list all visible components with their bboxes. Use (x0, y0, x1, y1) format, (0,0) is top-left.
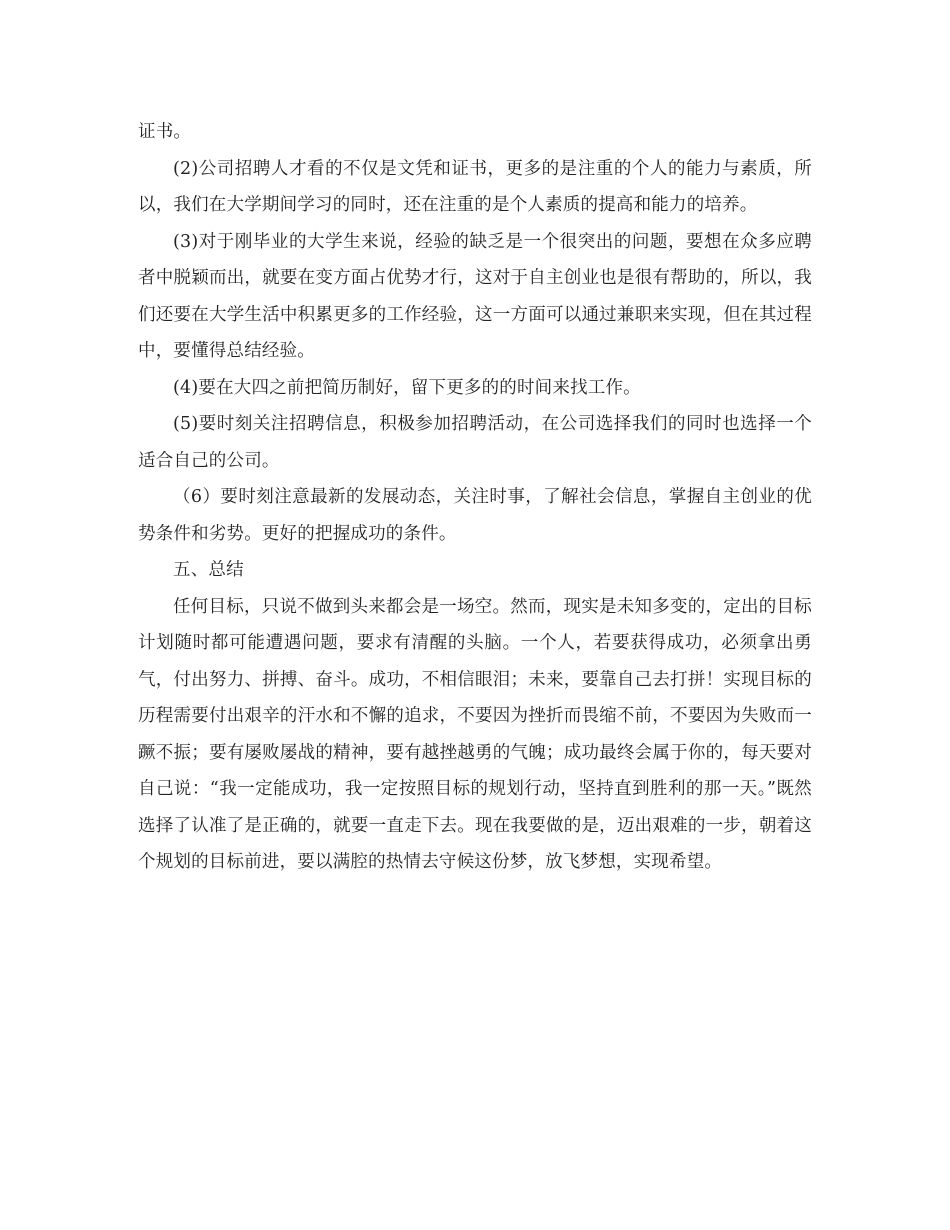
paragraph-summary: 任何目标，只说不做到头来都会是一场空。然而，现实是未知多变的，定出的目标计划随时都可能遭遇问题，要求有清醒的头脑。一个人，若要获得成功，必须拿出勇气，付出努力、拼搏、奋斗。成功，不相信眼泪；未来，要靠自己去打拼！实现目标的历程需要付出艰辛的汗水和不懈的追求，不要因为挫折而畏缩不前，不要因为失败而一蹶不振；要有屡败屡战的精神，要有越挫越勇的气魄；成功最终会属于你的，每天要对自己说：“我一定能成功，我一定按照目标的规划行动，坚持直到胜利的那一天。”既然选择了认准了是正确的，就要一直走下去。现在我要做的是，迈出艰难的一步，朝着这个规划的目标前进，要以满腔的热情去守候这份梦，放飞梦想，实现希望。 (138, 596, 812, 872)
section-heading-summary: 五、总结 (173, 560, 244, 580)
paragraph-item-4: (4)要在大四之前把简历制好，留下更多的的时间来找工作。 (173, 377, 641, 398)
document-body (138, 114, 812, 881)
paragraph-item-3: (3)对于刚毕业的大学生来说，经验的缺乏是一个很突出的问题，要想在众多应聘者中脱颖而出，就要在变方面占优势才行，这对于自主创业也是很有帮助的，所以，我们还要在大学生活中积累更多的工作经验，这一方面可以通过兼职来实现，但在其过程中，要懂得总结经验。 (138, 231, 812, 361)
paragraph-item-6: （6）要时刻注意最新的发展动态，关注时事，了解社会信息，掌握自主创业的优势条件和劣势。更好的把握成功的条件。 (138, 487, 812, 544)
paragraph-item-5: (5)要时刻关注招聘信息，积极参加招聘活动，在公司选择我们的同时也选择一个适合自己的公司。 (138, 414, 812, 471)
paragraph-item-2: (2)公司招聘人才看的不仅是文凭和证书，更多的是注重的个人的能力与素质，所以，我们在大学期间学习的同时，还在注重的是个人素质的提高和能力的培养。 (138, 158, 812, 215)
paragraph-continuation: 证书。 (138, 122, 192, 142)
